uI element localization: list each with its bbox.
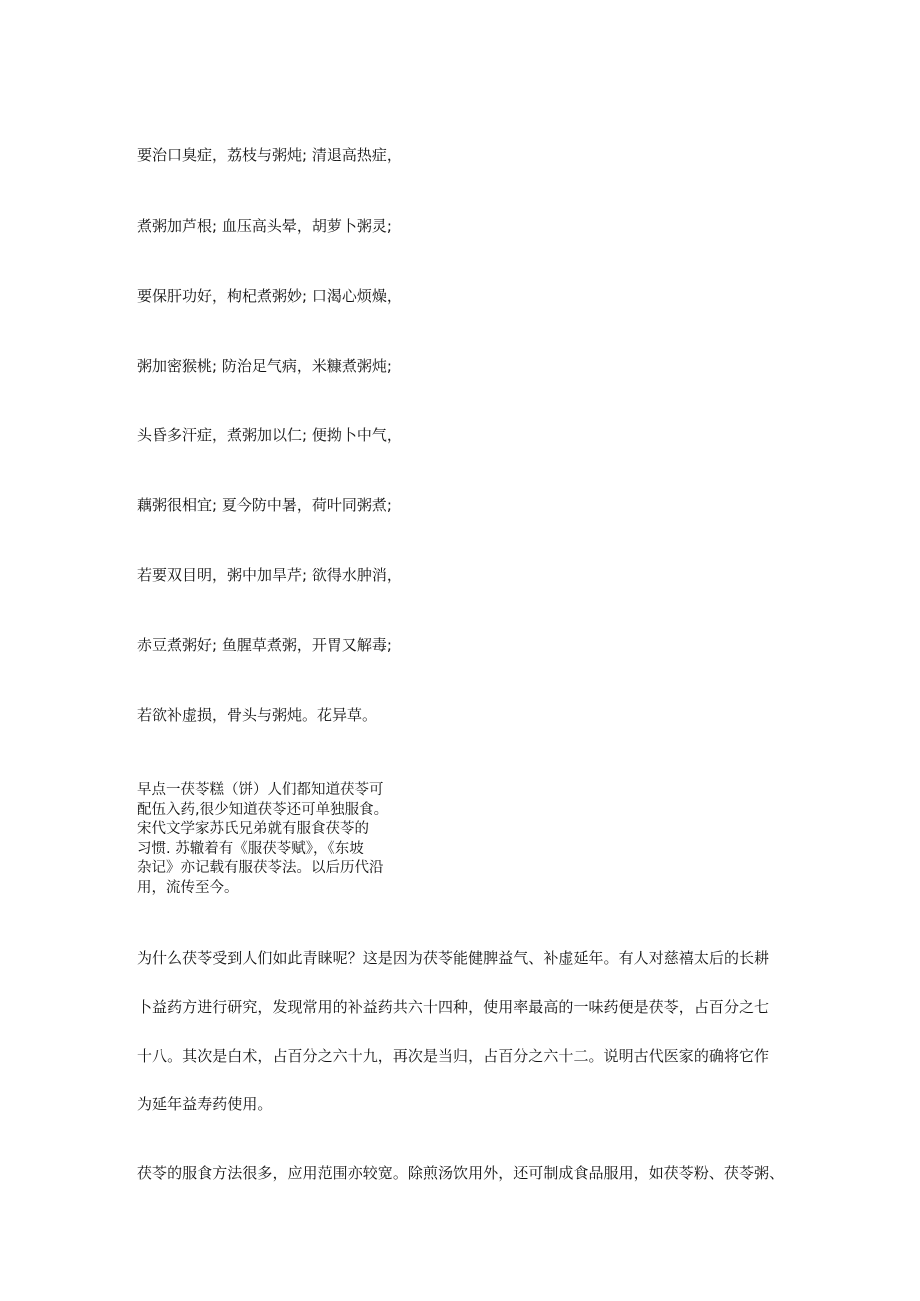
note-line: 早点一茯苓糕（饼）人们都知道茯苓可	[137, 782, 384, 798]
verse-line: 头昏多汗症，煮粥加以仁; 便拗卜中气，	[137, 426, 402, 444]
prose-line: 茯苓的服食方法很多，应用范围亦较宽。除煎汤饮用外，还可制成食品服用，如茯苓粉、茯苓粥、	[137, 1164, 785, 1182]
note-line: 杂记》亦记载有服茯苓法。以后历代沿	[137, 860, 384, 876]
prose-line: 卜益药方进行研究，发现常用的补益药共六十四种，使用率最高的一味药便是茯苓，占百分之七	[137, 998, 770, 1016]
verse-line: 煮粥加芦根; 血压高头晕，胡萝卜粥灵;	[137, 217, 392, 235]
note-paragraph	[137, 781, 427, 898]
note-line: 用，流传至今。	[137, 879, 239, 896]
note-line: 习惯. 苏辙着有《服茯苓赋》，《东坡	[137, 840, 364, 857]
note-line: 宋代文学家苏氏兄弟就有服食茯苓的	[137, 821, 369, 837]
verse-line: 要保肝功好，枸杞煮粥妙; 口渴心烦燥，	[137, 287, 402, 305]
verse-line: 若要双目明，粥中加旱芹; 欲得水肿消，	[137, 566, 402, 584]
verse-line: 若欲补虚损，骨头与粥炖。花异草。	[137, 706, 378, 724]
verse-line: 赤豆煮粥好; 鱼腥草煮粥，开胃又解毒;	[137, 636, 392, 654]
verse-line: 藕粥很相宜; 夏今防中暑，荷叶同粥煮;	[137, 496, 392, 514]
note-line: 配伍入药,很少知道茯苓还可单独服食。	[137, 801, 389, 818]
prose-line: 十八。其次是白术，占百分之六十九，再次是当归，占百分之六十二。说明古代医家的确将它作	[137, 1047, 770, 1065]
verse-line: 要治口臭症，荔枝与粥炖; 清退高热症，	[137, 146, 402, 164]
prose-line: 为延年益寿药使用。	[137, 1095, 273, 1113]
verse-line: 粥加密猴桃; 防治足气病，米糠煮粥炖;	[137, 357, 392, 375]
prose-line: 为什么茯苓受到人们如此青睐呢？这是因为茯苓能健脾益气、补虚延年。有人对慈禧太后的长耕	[137, 949, 770, 967]
